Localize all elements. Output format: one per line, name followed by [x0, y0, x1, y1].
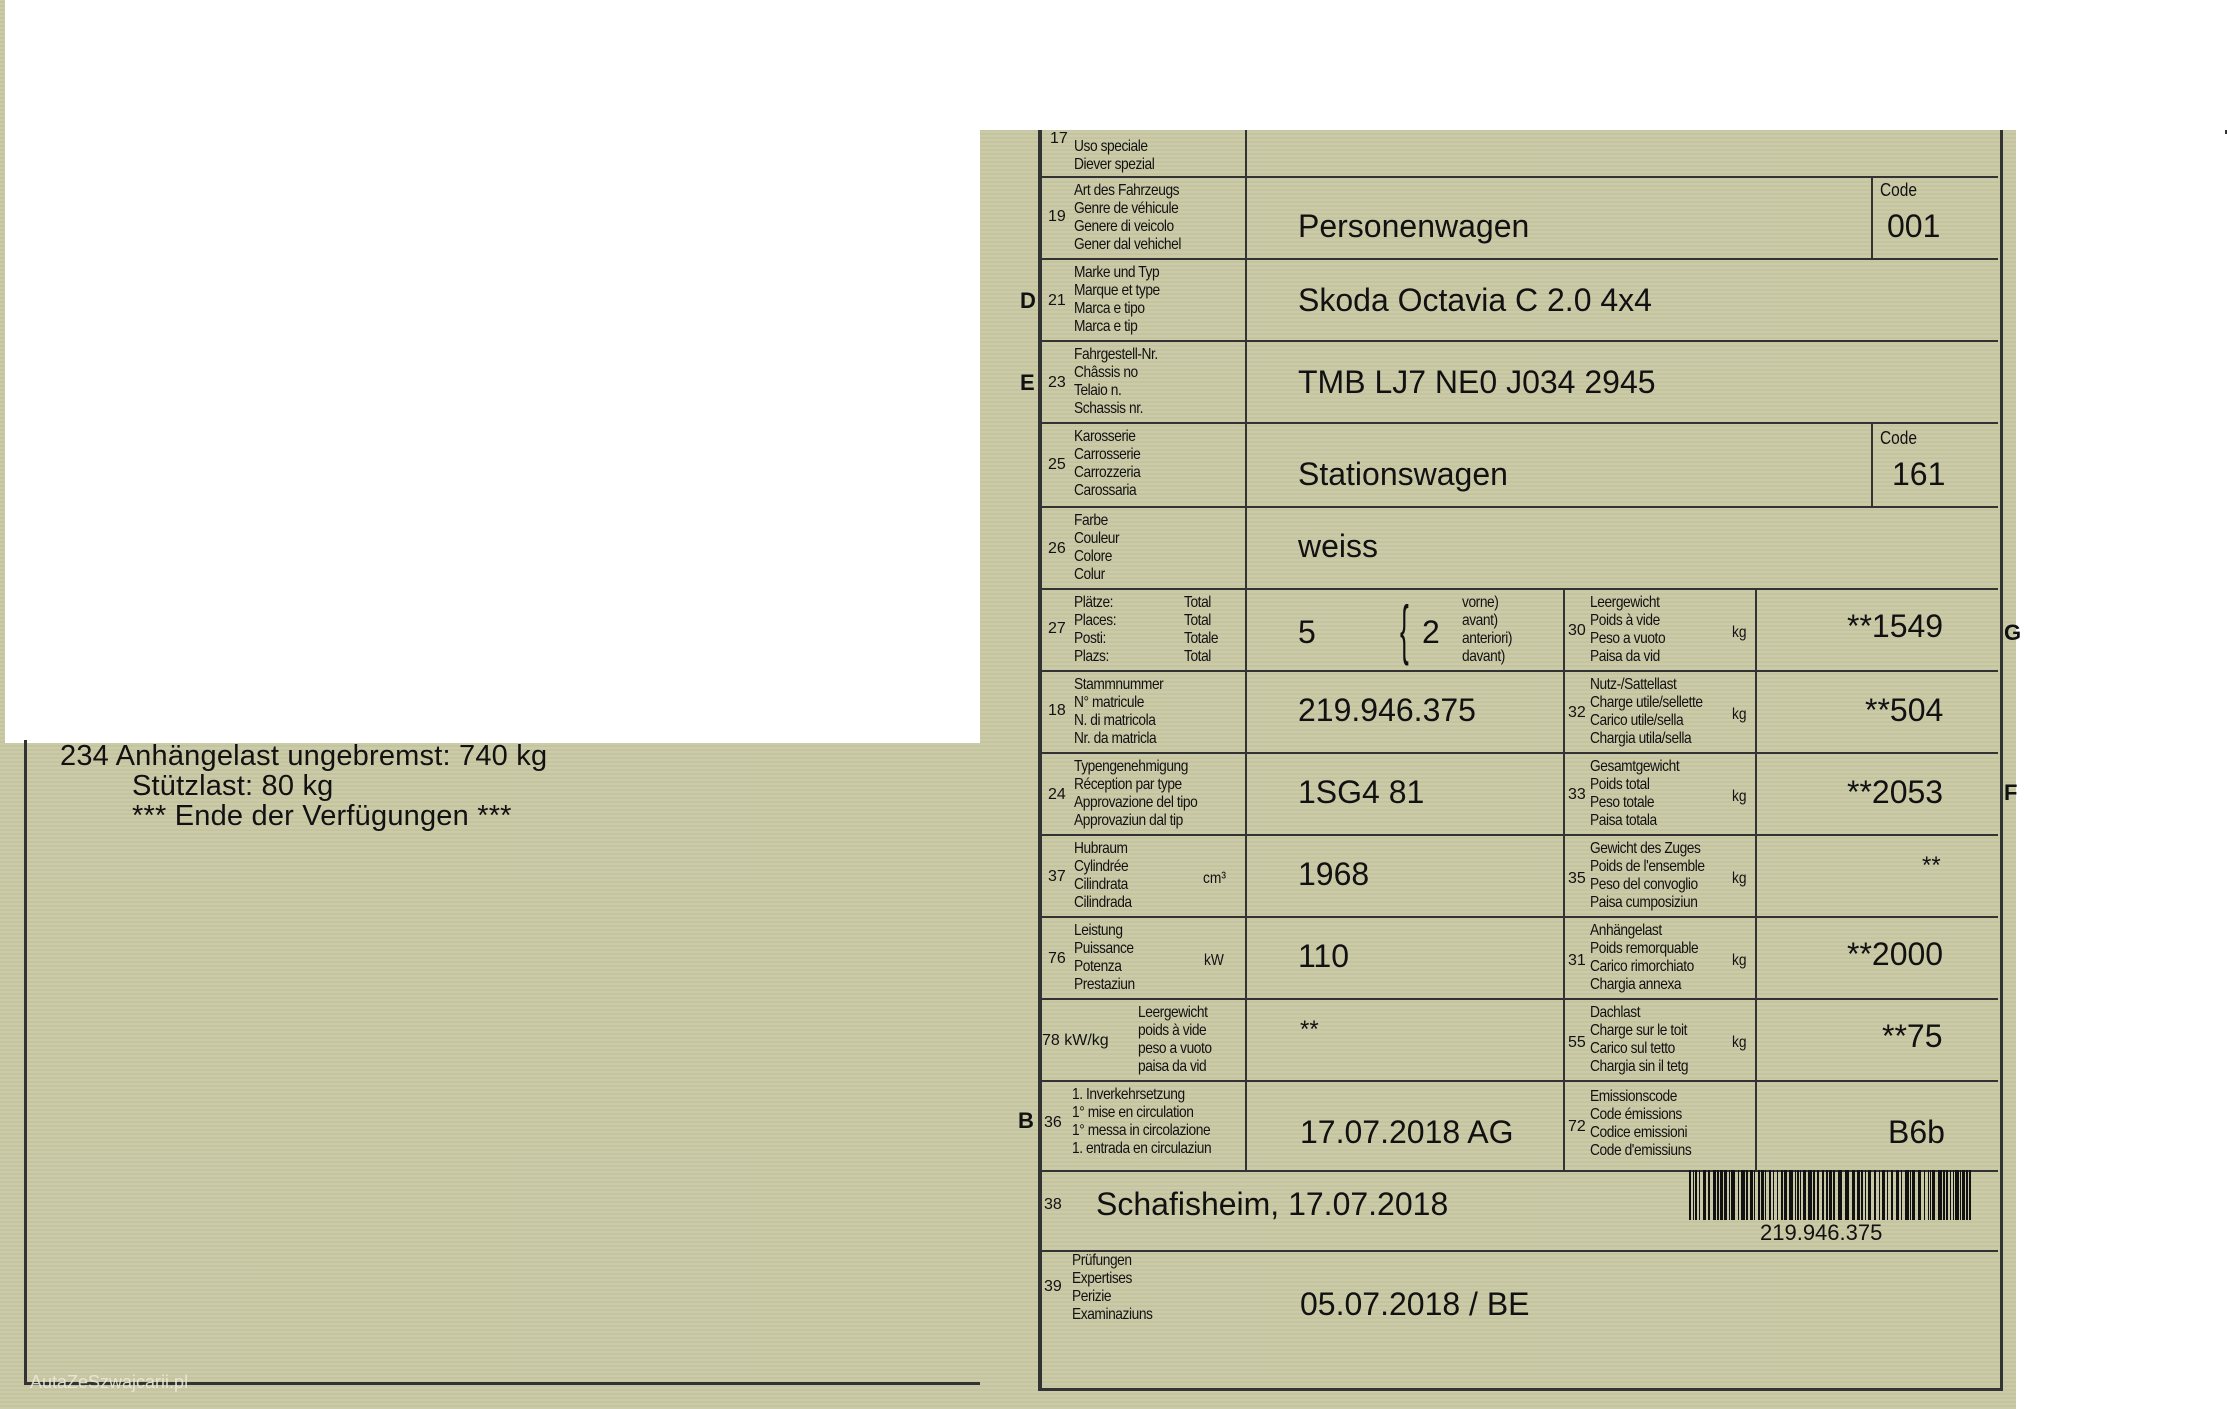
- train-weight-label: Gewicht des Zuges Poids de l'ensemble Peso del convoglio Paisa cumposiziun: [1590, 840, 1705, 911]
- barcode-bar: [1741, 1170, 1745, 1220]
- places-total-label: Total Total Totale Total: [1184, 594, 1219, 665]
- barcode-bar: [1912, 1170, 1915, 1220]
- barcode-bar: [1746, 1170, 1748, 1220]
- barcode-bar: [1777, 1170, 1778, 1220]
- barcode-bar: [1950, 1170, 1951, 1220]
- roof-load-value: **75: [1882, 1018, 1943, 1054]
- barcode-bar: [1868, 1170, 1871, 1220]
- barcode-bar: [1928, 1170, 1929, 1220]
- barcode-bar: [1829, 1170, 1832, 1220]
- barcode-bar: [1905, 1170, 1909, 1220]
- barcode-bar: [1773, 1170, 1774, 1220]
- total-weight-value: **2053: [1847, 774, 1944, 810]
- displacement-label: Hubraum Cylindrée Cilindrata Cilindrada: [1074, 840, 1132, 911]
- barcode-bar: [1861, 1170, 1863, 1220]
- barcode-bar: [1918, 1170, 1921, 1220]
- place-date-value: Schafisheim, 17.07.2018: [1096, 1186, 1449, 1222]
- barcode-bar: [1724, 1170, 1727, 1220]
- make-type-value: Skoda Octavia C 2.0 4x4: [1298, 282, 1652, 318]
- barcode-bar: [1882, 1170, 1885, 1220]
- train-weight-value: **: [1922, 852, 1941, 879]
- places-front-label: vorne) avant) anteriori) davant): [1462, 594, 1513, 665]
- barcode-bar: [1857, 1170, 1860, 1220]
- watermark-text: AutaZeSzwajcarii.pl: [30, 1372, 189, 1392]
- row-body: [1040, 422, 1998, 508]
- redacted-area: [5, 0, 980, 743]
- examinations-value: 05.07.2018 / BE: [1300, 1286, 1530, 1322]
- color-value: weiss: [1298, 528, 1379, 564]
- barcode-bar: [1713, 1170, 1716, 1220]
- annotation-line-3: *** Ende der Verfügungen ***: [132, 800, 512, 832]
- power-weight-value: **: [1300, 1016, 1319, 1043]
- chassis-label: Fahrgestell-Nr. Châssis no Telaio n. Schassis nr.: [1074, 346, 1158, 417]
- make-type-label: Marke und Typ Marque et type Marca e tipo Marca e tip: [1074, 264, 1160, 335]
- barcode-bar: [1720, 1170, 1723, 1220]
- redacted-area-top: [980, 0, 2016, 130]
- brace: {: [1400, 592, 1409, 666]
- barcode-bar: [1693, 1170, 1694, 1220]
- row-displacement: [1040, 834, 1998, 918]
- barcode-bar: [1758, 1170, 1760, 1220]
- barcode-bar: [1930, 1170, 1931, 1220]
- vehicle-kind-label: Art des Fahrzeugs Genre de véhicule Genere di veicolo Gener dal vehichel: [1074, 182, 1182, 253]
- barcode-number: 219.946.375: [1760, 1220, 1883, 1245]
- barcode-bar: [1966, 1170, 1968, 1220]
- barcode-bar: [1969, 1170, 1971, 1220]
- barcode-bar: [1833, 1170, 1835, 1220]
- examinations-label: Prüfungen Expertises Perizie Examinaziuns: [1072, 1252, 1153, 1323]
- total-weight-label: Gesamtgewicht Poids total Peso totale Paisa totala: [1590, 758, 1680, 829]
- registration-number-value: 219.946.375: [1298, 692, 1476, 728]
- barcode-bar: [1874, 1170, 1876, 1220]
- barcode-bar: [1938, 1170, 1942, 1220]
- barcode-bar: [1946, 1170, 1948, 1220]
- chassis-number-value: TMB LJ7 NE0 J034 2945: [1298, 364, 1656, 400]
- barcode-bar: [1879, 1170, 1880, 1220]
- barcode: [1687, 1170, 1977, 1226]
- edge-letter-g: G: [2004, 620, 2022, 645]
- barcode-bar: [1765, 1170, 1766, 1220]
- power-value: 110: [1298, 938, 1350, 974]
- displacement-value: 1968: [1298, 856, 1370, 892]
- places-label: Plätze: Places: Posti: Plazs:: [1074, 594, 1117, 665]
- barcode-bar: [1729, 1170, 1730, 1220]
- power-weight-label: Leergewicht poids à vide peso a vuoto paisa da vid: [1138, 1004, 1212, 1075]
- barcode-bar: [1838, 1170, 1842, 1220]
- barcode-bar: [1822, 1170, 1824, 1220]
- barcode-bar: [1910, 1170, 1911, 1220]
- barcode-bar: [1901, 1170, 1902, 1220]
- barcode-bar: [1754, 1170, 1755, 1220]
- barcode-bar: [1845, 1170, 1849, 1220]
- barcode-bar: [1784, 1170, 1787, 1220]
- payload-value: **504: [1865, 692, 1944, 728]
- empty-weight-value: **1549: [1847, 608, 1944, 644]
- towing-capacity-label: Anhängelast Poids remorquable Carico rimorchiato Chargia annexa: [1590, 922, 1699, 993]
- barcode-bar: [1962, 1170, 1965, 1220]
- empty-weight-label: Leergewicht Poids à vide Peso a vuoto Paisa da vid: [1590, 594, 1666, 665]
- barcode-bar: [1813, 1170, 1815, 1220]
- barcode-bar: [1924, 1170, 1925, 1220]
- places-total-value: 5: [1298, 614, 1316, 650]
- barcode-bar: [1769, 1170, 1771, 1220]
- barcode-bar: [1803, 1170, 1806, 1220]
- type-approval-value: 1SG4 81: [1298, 774, 1425, 810]
- barcode-bar: [1717, 1170, 1719, 1220]
- annotation-line-1: 234 Anhängelast ungebremst: 740 kg: [60, 740, 548, 772]
- barcode-bar: [1795, 1170, 1796, 1220]
- vehicle-registration-document: 17 Uso speciale Diever spezial 19 Art des Fahrzeugs Genre de véhicule Genere di veicolo Gener dal vehichel Personenwagen Code 001 D 21 Marke und Typ Marque et type Marca e tipo Marca e tip Skoda Octavia C 2.0 4x4 E 23 Fahrgestell-Nr. Châssis no Telaio n. Schassis nr. TMB LJ7 NE0 J034 2945 25 Karosserie Carrosserie Carrozzeria Carossaria Stationswagen Code 161 26 Farbe Couleur Colore Colur weiss 27 Plätze: Places: Posti: Plazs: Total Total Totale Total 5 { 2 vorne) avant) anteriori) davant) 30 Leergewicht Poids à vide Peso a vuoto Paisa da vid kg **1549 18 Stammnummer N° matricule N. di matricola Nr. da matricla 219.946.375 32 Nutz-/Sattellast Charge utile/sellette Carico utile/sella Chargia utila/sella kg **504 24 Typengenehmigung Réception par type Approvazione del tipo Approvaziun dal tip 1SG4 81 33 Gesamtgewicht Poids total Peso totale Paisa totala kg **2053 37 Hubraum Cylindrée Cilindrata Cilindrada cm³ 1968 35 Gewicht des Zuges Poids de l'ensemble Peso del convoglio Paisa cumposiziun kg ** 76 Leistung Puissance Potenza Prestaziun kW 110 31 Anhängelast Poids remorquable Carico rimorchiato Chargia annexa kg **2000 78 kW/kg Leergewicht poids à vide peso a vuoto paisa da vid ** 55 Dachlast Charge sur le toit Carico sul tetto Chargia sin il tetg kg **75 B 36 1. Inverkehrsetzung 1° mise en circulation 1° messa in circolazione 1. entrada en circulaziun 17.07.2018 AG 72 Emissionscode Code émissions Codice emissioni Code d'emissiuns B6b 38 Schafisheim, 17.07.2018 219.946.375 39 Prüfungen Expertises Perizie Examinaziuns 05.07.2018 / BE G F: [980, 130, 2016, 1409]
- vehicle-kind-code: 001: [1887, 208, 1941, 244]
- barcode-bar: [1731, 1170, 1735, 1220]
- barcode-bar: [1896, 1170, 1899, 1220]
- barcode-bar: [1695, 1170, 1697, 1220]
- barcode-bar: [1703, 1170, 1706, 1220]
- barcode-bar: [1808, 1170, 1812, 1220]
- row-registration-number: [1040, 670, 1998, 754]
- barcode-bar: [1887, 1170, 1888, 1220]
- barcode-bar: [1708, 1170, 1710, 1220]
- first-registration-label: 1. Inverkehrsetzung 1° mise en circulation 1° messa in circolazione 1. entrada en circulaziun: [1072, 1086, 1212, 1157]
- roof-load-label: Dachlast Charge sur le toit Carico sul tetto Chargia sin il tetg: [1590, 1004, 1689, 1075]
- barcode-bar: [1955, 1170, 1959, 1220]
- barcode-bar: [1943, 1170, 1945, 1220]
- barcode-bar: [1852, 1170, 1855, 1220]
- payload-label: Nutz-/Sattellast Charge utile/sellette Carico utile/sella Chargia utila/sella: [1590, 676, 1703, 747]
- body-value: Stationswagen: [1298, 456, 1508, 492]
- barcode-bar: [1960, 1170, 1961, 1220]
- barcode-bar: [1826, 1170, 1828, 1220]
- barcode-bar: [1738, 1170, 1739, 1220]
- vehicle-kind-value: Personenwagen: [1298, 208, 1530, 244]
- barcode-bar: [1865, 1170, 1866, 1220]
- barcode-bar: [1761, 1170, 1764, 1220]
- first-registration-value: 17.07.2018 AG: [1300, 1114, 1514, 1150]
- barcode-bar: [1789, 1170, 1793, 1220]
- barcode-bar: [1699, 1170, 1700, 1220]
- barcode-bar: [1797, 1170, 1799, 1220]
- barcode-bar: [1891, 1170, 1893, 1220]
- barcode-bar: [1781, 1170, 1783, 1220]
- left-document-frame: [24, 740, 984, 1385]
- barcode-bar: [1800, 1170, 1801, 1220]
- type-approval-label: Typengenehmigung Réception par type Approvazione del tipo Approvaziun dal tip: [1074, 758, 1198, 829]
- power-label: Leistung Puissance Potenza Prestaziun: [1074, 922, 1135, 993]
- registration-number-label: Stammnummer N° matricule N. di matricola Nr. da matricla: [1074, 676, 1164, 747]
- barcode-bar: [1932, 1170, 1935, 1220]
- barcode-bar: [1817, 1170, 1819, 1220]
- body-label: Karosserie Carrosserie Carrozzeria Carossaria: [1074, 428, 1141, 499]
- barcode-bar: [1953, 1170, 1954, 1220]
- color-label: Farbe Couleur Colore Colur: [1074, 512, 1120, 583]
- annotation-line-2: Stützlast: 80 kg: [132, 770, 334, 802]
- body-code: 161: [1892, 456, 1946, 492]
- places-front-value: 2: [1422, 614, 1440, 650]
- barcode-bar: [1750, 1170, 1753, 1220]
- towing-capacity-value: **2000: [1847, 936, 1944, 972]
- row-17-label: Uso speciale Diever spezial: [1074, 138, 1155, 173]
- barcode-bar: [1689, 1170, 1691, 1220]
- emission-code-value: B6b: [1888, 1114, 1945, 1150]
- emission-code-label: Emissionscode Code émissions Codice emissioni Code d'emissiuns: [1590, 1088, 1692, 1159]
- edge-letter-f: F: [2004, 780, 2018, 805]
- row-color: [1040, 506, 1998, 590]
